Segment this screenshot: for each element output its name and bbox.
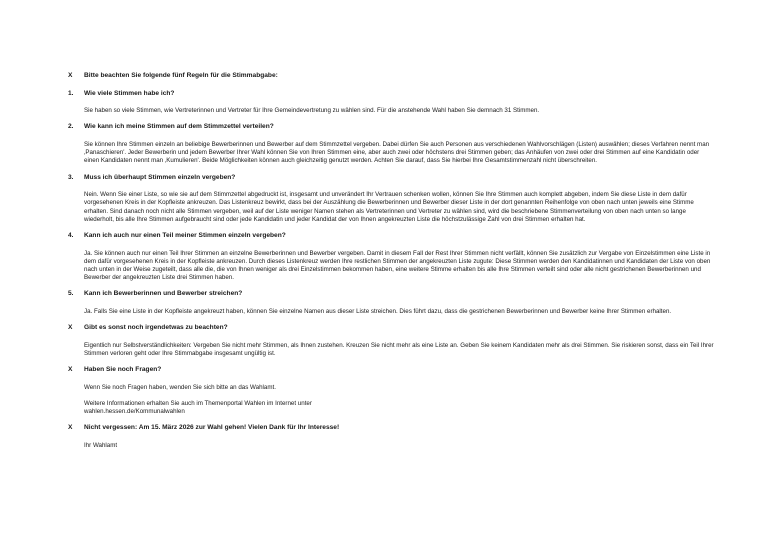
section-title: Wie kann ich meine Stimmen auf dem Stimmzettel verteilen? [84,123,274,131]
section-notes [68,324,716,358]
section-number: X [68,366,73,374]
section-3 [68,174,716,224]
section-heading [68,366,716,375]
section-paragraph: Ja. Sie können auch nur einen Teil Ihrer Stimmen an einzelne Bewerberinnen und Bewerber vergeben. Damit in diesem Fall der Rest Ihrer Stimmen nicht verfällt, können Sie zusätzlich zur Vergabe von Einzelstimmen eine Liste in dem dafür vorgesehenen Kreis in der Kopfleiste ankreuzen. Durch dieses Listenkreuz werden Ihre restlichen Stimmen der angekreuzten Liste zugute: Diese Stimmen werden den Kandidatinnen und Kandidaten der Liste von oben nach unten in der Weise zugeteilt, dass alle die, die von Ihnen weniger als drei Einzelstimmen bekommen haben, eine weitere Stimme erhalten bis alle Ihre Stimmen verteilt sind oder alle nicht gestrichenen Bewerberinnen und Bewerber der angekreuzten Liste drei Stimmen haben. [84,249,711,282]
section-heading [68,324,716,333]
section-questions [68,366,716,416]
section-paragraph: Sie haben so viele Stimmen, wie Vertreterinnen und Vertreter für Ihre Gemeindevertretung zu wählen sind. Für die anstehende Wahl haben Sie demnach 31 Stimmen. [84,107,540,115]
section-title: Wie viele Stimmen habe ich? [84,89,175,97]
section-number: 1. [68,89,74,97]
section-paragraph: Wenn Sie noch Fragen haben, wenden Sie sich bitte an das Wahlamt. [84,383,276,391]
section-heading [68,232,716,241]
section-paragraph: Nein. Wenn Sie einer Liste, so wie sie auf dem Stimmzettel abgedruckt ist, insgesamt und unverändert Ihr Vertrauen schenken wollen, können Sie Ihre Stimmen auch komplett abgeben, indem Sie diese Liste in dem dafür vorgesehenen Kreis in der Kopfleiste ankreuzen. Das Listenkreuz bewirkt, dass bei der Auszählung die Bewerberinnen und Bewerber dieser Liste in der dort genannten Reihenfolge von oben nach unten jeweils eine Stimme erhalten. Sind danach noch nicht alle Stimmen vergeben, weil auf der Liste weniger Namen stehen als Vertreterinnen und Vertreter zu wählen sind, wird die beschriebene Stimmenverteilung von oben nach unten so lange wiederholt, bis alle Ihre Stimmen aufgebraucht sind oder jede Kandidatin und jeder Kandidat der von Ihnen angekreuzten Liste die höchstzulässige Zahl von drei Stimmen erhalten hat. [84,191,694,223]
section-number: X [68,324,73,332]
signature-text: Ihr Wahlamt [84,442,118,449]
section-title: Kann ich Bewerberinnen und Bewerber streichen? [84,290,243,298]
section-number: X [68,424,73,432]
section-2 [68,123,716,165]
intro-title: Bitte beachten Sie folgende fünf Regeln für die Stimmabgabe: [84,72,278,79]
instructions [68,72,716,458]
section-number: 2. [68,123,74,131]
section-title: Nicht vergessen: Am 15. März 2026 zur Wahl gehen! Vielen Dank für Ihr Interesse! [84,424,340,432]
section-heading [68,90,716,99]
section-heading [68,424,716,433]
section-4 [68,232,716,282]
section-title: Gibt es sonst noch irgendetwas zu beachten? [84,324,228,332]
section-1 [68,90,716,116]
section-title: Kann ich auch nur einen Teil meiner Stimmen einzeln vergeben? [84,232,286,239]
intro-heading [68,72,716,81]
section-heading [68,174,716,183]
intro-section [68,72,716,90]
section-paragraph: Sie können Ihre Stimmen einzeln an beliebige Bewerberinnen und Bewerber auf dem Stimmzettel vergeben. Dabei dürfen Sie auch Personen aus verschiedenen Wahlvorschlägen (Listen) auswählen; dieses Verfahren nennt man ‚Panaschieren'. Jeder Bewerberin und jedem Bewerber Ihrer Wahl können Sie von Ihren Stimmen eine, aber auch zwei oder höchstens drei Stimmen geben; das Anhäufen von zwei oder drei Stimmen auf eine Kandidatin oder einen Kandidaten nennt man ‚Kumulieren'. Beide Möglichkeiten können auch gleichzeitig genutzt werden. Achten Sie darauf, dass Sie hierbei Ihre Gesamtstimmenzahl nicht überschreiten. [84,140,710,165]
section-title: Muss ich überhaupt Stimmen einzeln vergeben? [84,173,236,181]
section-title: Haben Sie noch Fragen? [84,366,162,374]
section-paragraph: Weitere Informationen erhalten Sie auch im Themenportal Wahlen im Internet unter wahlen.hessen.de/Kommunalwahlen [84,400,312,416]
section-paragraph: Eigentlich nur Selbstverständlichkeiten: Vergeben Sie nicht mehr Stimmen, als Ihnen zustehen. Kreuzen Sie nicht mehr als eine Liste an. Geben Sie keinem Kandidaten mehr als drei Stimmen. Sie riskieren sonst, dass ein Teil Ihrer Stimmen verloren geht oder Ihre Stimmabgabe insgesamt ungültig ist. [84,341,714,357]
section-closing [68,424,716,450]
section-number: 4. [68,232,74,239]
section-paragraph: Ja. Falls Sie eine Liste in der Kopfleiste angekreuzt haben, können Sie einzelne Namen aus dieser Liste streichen. Dies führt dazu, dass die gestrichenen Bewerberinnen und Bewerber keine Ihrer Stimmen erhalten. [84,308,672,315]
section-number: 3. [68,173,74,181]
section-heading [68,123,716,132]
section-heading [68,290,716,299]
intro-marker: X [68,72,73,79]
section-5 [68,290,716,316]
section-number: 5. [68,290,74,298]
